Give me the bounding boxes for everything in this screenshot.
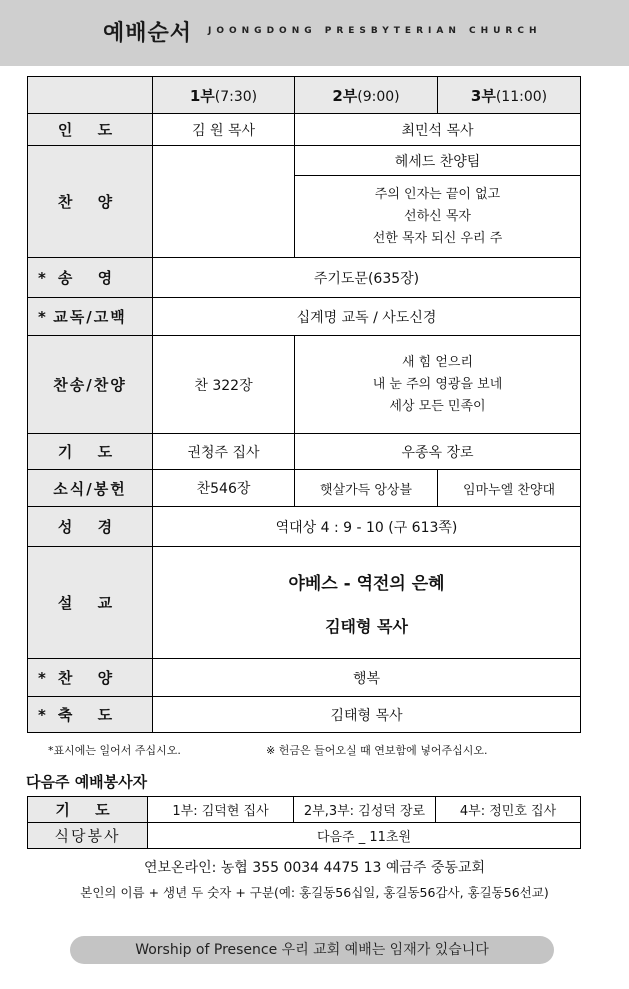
- offering-label: 소식/봉헌: [28, 470, 153, 507]
- service-2-header: 2부(9:00): [295, 77, 438, 114]
- praise-label: 찬 양: [28, 146, 153, 258]
- page-title: 예배순서: [103, 21, 193, 46]
- lyric-line: 선한 목자 되신 우리 주: [372, 230, 503, 246]
- lead-label: 인 도: [28, 114, 153, 146]
- footer-banner: Worship of Presence 우리 교회 예배는 임재가 있습니다: [70, 936, 554, 964]
- offering-service-1: 찬546장: [153, 470, 295, 507]
- doxology-value: 주기도문(635장): [153, 258, 581, 298]
- next-week-title: 다음주 예배봉사자: [26, 773, 148, 791]
- prayer-service-23: 우종옥 장로: [295, 434, 581, 470]
- worship-order-table: [27, 76, 581, 733]
- hymn-line: 새 힘 얻으리: [401, 354, 474, 370]
- lead-service-23: 최민석 목사: [295, 114, 581, 146]
- sermon-row: [28, 547, 581, 659]
- sermon-label: 설 교: [28, 547, 153, 659]
- next-prayer-label: 기 도: [28, 797, 148, 823]
- scripture-label: 성 경: [28, 507, 153, 547]
- doxology-row: [28, 258, 581, 298]
- hymn-lines: [295, 336, 581, 434]
- kitchen-label: 식당봉사: [28, 823, 148, 849]
- offering-service-3: 임마누엘 찬양대: [438, 470, 581, 507]
- praise-row: [28, 146, 581, 176]
- hymn-service-1: 찬 322장: [153, 336, 295, 434]
- service-1-header: 1부(7:30): [153, 77, 295, 114]
- confession-value: 십계명 교독 / 사도신경: [153, 298, 581, 336]
- kitchen-row: [28, 823, 581, 849]
- closing-praise-row: [28, 659, 581, 697]
- standing-note: *표시에는 일어서 주십시오.: [48, 744, 181, 757]
- next-week-table: [27, 796, 581, 849]
- lyric-line: 선하신 목자: [404, 208, 471, 224]
- sermon-title: 야베스 - 역전의 은혜: [288, 573, 445, 594]
- lyric-line: 주의 인자는 끝이 없고: [374, 186, 501, 202]
- confession-row: [28, 298, 581, 336]
- lead-row: [28, 114, 581, 146]
- offering-service-2: 햇살가득 앙상블: [295, 470, 438, 507]
- prayer-row: [28, 434, 581, 470]
- online-offering: 연보온라인: 농협 355 0034 4475 13 예금주 중동교회: [144, 860, 485, 876]
- service-3-header: 3부(11:00): [438, 77, 581, 114]
- prayer-service-1: 권청주 집사: [153, 434, 295, 470]
- closing-praise-value: 행복: [153, 659, 581, 697]
- lead-service-1: 김 원 목사: [153, 114, 295, 146]
- benediction-label: * 축 도: [28, 697, 153, 733]
- hymn-row: [28, 336, 581, 434]
- header-blank: [28, 77, 153, 114]
- hymn-line: 세상 모든 민족이: [389, 398, 486, 414]
- next-prayer-4: 4부: 정민호 집사: [436, 797, 581, 823]
- page-header: [0, 0, 629, 66]
- praise-lyrics: [295, 176, 581, 258]
- benediction-value: 김태형 목사: [153, 697, 581, 733]
- next-prayer-23: 2부,3부: 김성덕 장로: [294, 797, 436, 823]
- offering-row: [28, 470, 581, 507]
- prayer-label: 기 도: [28, 434, 153, 470]
- confession-label: * 교독/고백: [28, 298, 153, 336]
- online-offering-guide: 본인의 이름 + 생년 두 숫자 + 구분(예: 홍길동56십일, 홍길동56감사, 홍길동56선교): [80, 885, 549, 900]
- sermon-cell: [153, 547, 581, 659]
- scripture-value: 역대상 4 : 9 - 10 (구 613쪽): [153, 507, 581, 547]
- church-name: JOONGDONG PRESBYTERIAN CHURCH: [208, 26, 542, 36]
- praise-team: 헤세드 찬양팀: [295, 146, 581, 176]
- hymn-label: 찬송/찬양: [28, 336, 153, 434]
- kitchen-value: 다음주 _ 11초원: [148, 823, 581, 849]
- sermon-preacher: 김태형 목사: [325, 616, 408, 636]
- closing-praise-label: * 찬 양: [28, 659, 153, 697]
- praise-service-1: [153, 146, 295, 258]
- offering-note: ※ 헌금은 들어오실 때 연보함에 넣어주십시오.: [266, 744, 488, 757]
- benediction-row: [28, 697, 581, 733]
- service-header-row: [28, 77, 581, 114]
- scripture-row: [28, 507, 581, 547]
- hymn-line: 내 눈 주의 영광을 보네: [372, 376, 503, 392]
- next-prayer-1: 1부: 김덕현 집사: [148, 797, 294, 823]
- doxology-label: * 송 영: [28, 258, 153, 298]
- next-prayer-row: [28, 797, 581, 823]
